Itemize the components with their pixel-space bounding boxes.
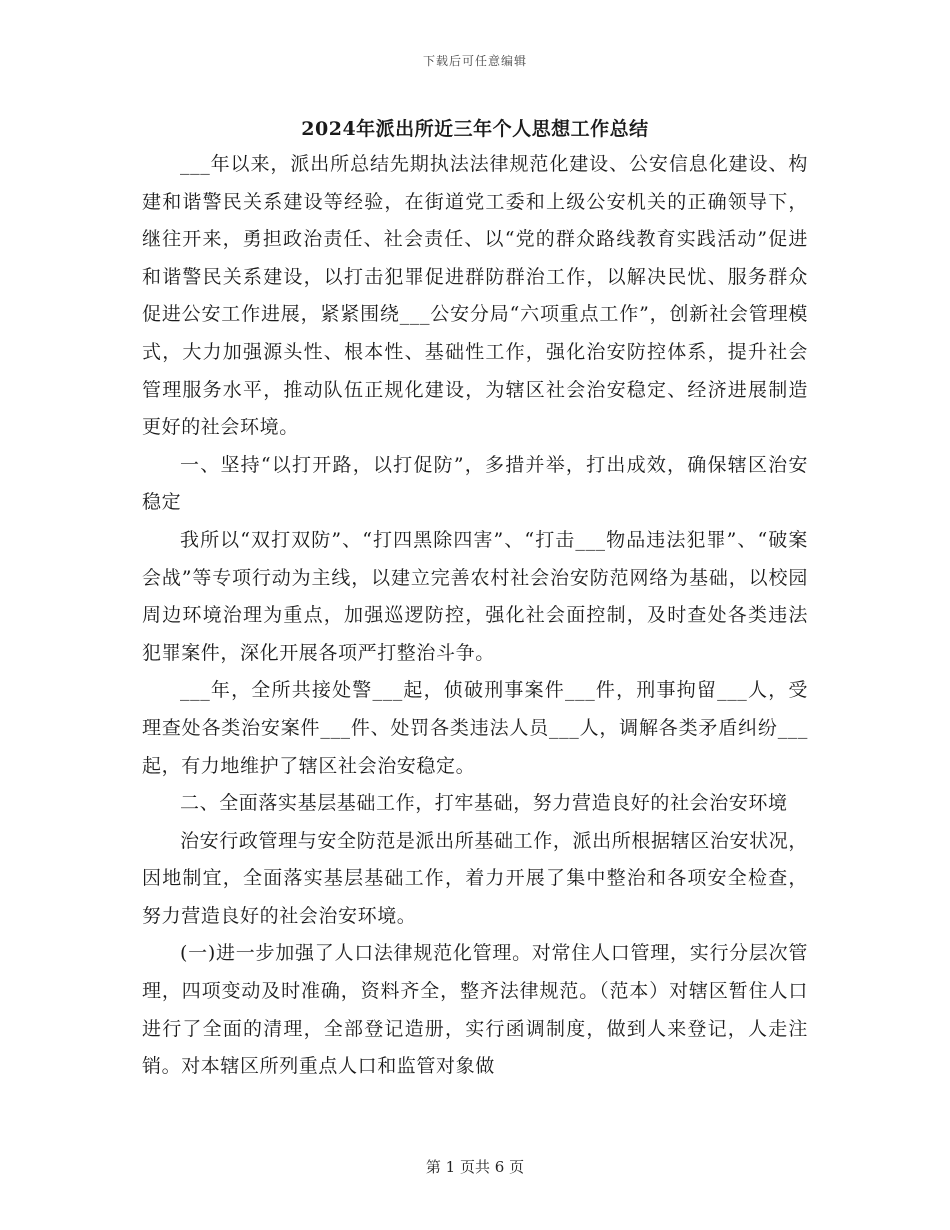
document-body: [142, 146, 808, 1086]
section-heading: 一、坚持“以打开路，以打促防”，多措并举，打出成效，确保辖区治安稳定: [142, 453, 808, 514]
paragraph: ___年以来，派出所总结先期执法法律规范化建设、公安信息化建设、构建和谐警民关系建设等经验，在街道党工委和上级公安机关的正确领导下，继往开来，勇担政治责任、社会责任、以“党的群众路线教育实践活动”促进和谐警民关系建设，以打击犯罪促进群防群治工作，以解决民忧、服务群众促进公安工作进展，紧紧围绕___公安分局“六项重点工作”，创新社会管理模式，大力加强源头性、根本性、基础性工作，强化治安防控体系，提升社会管理服务水平，推动队伍正规化建设，为辖区社会治安稳定、经济进展制造更好的社会环境。: [142, 153, 808, 439]
document-title: 2024年派出所近三年个人思想工作总结: [301, 118, 649, 140]
paragraph: ___年，全所共接处警___起，侦破刑事案件___件，刑事拘留___人，受理查处各类治安案件___件、处罚各类违法人员___人，调解各类矛盾纠纷___起，有力地维护了辖区社会治安稳定。: [142, 679, 808, 777]
paragraph: 治安行政管理与安全防范是派出所基础工作，派出所根据辖区治安状况，因地制宜，全面落实基层基础工作，着力开展了集中整治和各项安全检查，努力营造良好的社会治安环境。: [142, 829, 808, 927]
paragraph: 我所以“双打双防”、“打四黑除四害”、“打击___物品违法犯罪”、“破案会战”等专项行动为主线，以建立完善农村社会治安防范网络为基础，以校园周边环境治理为重点，加强巡逻防控，强化社会面控制，及时查处各类违法犯罪案件，深化开展各项严打整治斗争。: [142, 528, 808, 664]
paragraph: (一)进一步加强了人口法律规范化管理。对常住人口管理，实行分层次管理，四项变动及时准确，资料齐全，整齐法律规范。（范本）对辖区暂住人口进行了全面的清理，全部登记造册，实行函调制度，做到人来登记，人走注销。对本辖区所列重点人口和监管对象做: [142, 942, 808, 1078]
section-heading: 二、全面落实基层基础工作，打牢基础，努力营造良好的社会治安环境: [180, 792, 788, 815]
page-footer: 第 1 页共 6 页: [425, 1158, 525, 1176]
header-note: 下载后可任意编辑: [422, 54, 527, 68]
